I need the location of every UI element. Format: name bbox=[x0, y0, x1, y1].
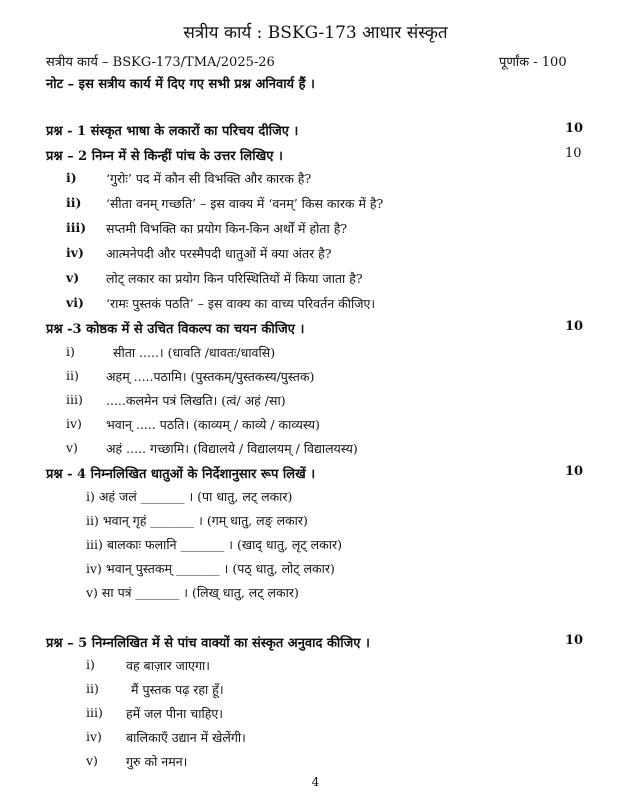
q5-item-number: ii) bbox=[86, 681, 99, 696]
question-5-label: प्रश्न – 5 निम्नलिखित में से पांच वाक्यों का संस्कृत अनुवाद कीजिए । bbox=[46, 636, 370, 651]
q3-item-text: .....कलमेन पत्रं लिखति। (त्वं/ अहं /सा) bbox=[106, 393, 286, 408]
q3-item-number: iv) bbox=[66, 416, 82, 431]
q2-item-number: v) bbox=[66, 270, 80, 285]
q2-item-text: लोट् लकार का प्रयोग किन परिस्थितियों में किया जाता है? bbox=[106, 271, 363, 286]
q2-item-text: सप्तमी विभक्ति का प्रयोग किन-किन अर्थों में होता है? bbox=[106, 221, 348, 236]
q4-item: v) सा पत्रं _______ । (लिख् धातु, लट् लकार) bbox=[86, 585, 299, 600]
note: नोट – इस सत्रीय कार्य में दिए गए सभी प्रश्न अनिवार्य हैं । bbox=[46, 77, 315, 92]
question-1-label: प्रश्न - 1 संस्कृत भाषा के लकारों का परिचय दीजिए । bbox=[46, 124, 299, 139]
q4-item: ii) भवान् गृहं _______ । (गम् धातु, लङ् लकार) bbox=[86, 513, 308, 528]
page-number: 4 bbox=[311, 775, 320, 789]
q5-item-number: i) bbox=[86, 657, 95, 672]
q3-item-text: भवान् ..... पठति। (काव्यम् / काव्ये / काव्यस्य) bbox=[106, 417, 320, 432]
q5-item-number: iv) bbox=[86, 729, 102, 744]
question-3-label: प्रश्न -3 कोष्ठक में से उचित विकल्प का चयन कीजिए । bbox=[46, 322, 305, 337]
q2-item-text: ‘सीता वनम् गच्छति’ – इस वाक्य में ‘वनम्’ किस कारक में है? bbox=[106, 196, 384, 211]
q5-item-text: मैं पुस्तक पढ़ रहा हूँ। bbox=[131, 682, 224, 697]
q4-item: iv) भवान् पुस्तकम् _______ । (पठ् धातु, लोट् लकार) bbox=[86, 561, 335, 576]
q2-item-number: i) bbox=[66, 170, 77, 185]
q3-item-text: अहं ..... गच्छामि। (विद्यालये / विद्यालयम् / विद्यालयस्य) bbox=[106, 441, 358, 456]
question-2-label: प्रश्न – 2 निम्न में से किन्हीं पांच के उत्तर लिखिए । bbox=[46, 149, 283, 164]
q3-item-text: अहम् .....पठामि। (पुस्तकम्/पुस्तकस्य/पुस्तक) bbox=[106, 369, 315, 384]
q4-item: iii) बालकाः फलानि _______ । (खाद् धातु, लृट् लकार) bbox=[86, 537, 342, 552]
q3-item-number: ii) bbox=[66, 368, 79, 383]
q5-item-text: हमें जल पीना चाहिए। bbox=[126, 706, 223, 721]
q5-item-text: बालिकाएँ उद्यान में खेलेंगी। bbox=[126, 730, 246, 745]
question-2-marks: 10 bbox=[565, 146, 582, 161]
q2-item-text: आत्मनेपदी और परस्मैपदी धातुओं में क्या अंतर है? bbox=[106, 246, 332, 261]
max-marks: पूर्णांक - 100 bbox=[499, 55, 567, 70]
assignment-code: सत्रीय कार्य – BSKG-173/TMA/2025-26 bbox=[46, 55, 275, 70]
q2-item-number: ii) bbox=[66, 195, 82, 210]
page-title: सत्रीय कार्य : BSKG-173 आधार संस्कृत bbox=[183, 23, 448, 43]
q5-item-number: iii) bbox=[86, 705, 103, 720]
q5-item-text: वह बाज़ार जाएगा। bbox=[126, 658, 210, 673]
q5-item-number: v) bbox=[86, 753, 98, 768]
q3-item-number: v) bbox=[66, 440, 78, 455]
q2-item-text: ‘रामः पुस्तकं पठति’ – इस वाक्य का वाच्य परिवर्तन कीजिए। bbox=[106, 296, 376, 311]
q3-item-number: iii) bbox=[66, 392, 83, 407]
question-4-label: प्रश्न - 4 निम्नलिखित धातुओं के निर्देशानुसार रूप लिखें । bbox=[46, 467, 316, 482]
q3-item-number: i) bbox=[66, 344, 75, 359]
q3-item-text: सीता .....। (धावति /धावतः/धावसि) bbox=[113, 345, 276, 360]
question-4-marks: 10 bbox=[565, 464, 584, 479]
q4-item: i) अहं जलं _______ । (पा धातु, लट् लकार) bbox=[86, 489, 293, 504]
q2-item-number: iv) bbox=[66, 245, 84, 260]
q2-item-number: vi) bbox=[66, 295, 84, 310]
question-5-marks: 10 bbox=[565, 633, 584, 648]
q5-item-text: गुरु को नमन। bbox=[126, 754, 188, 769]
question-1-marks: 10 bbox=[565, 121, 584, 136]
q2-item-text: ‘गुरोः’ पद में कौन सी विभक्ति और कारक है? bbox=[106, 171, 312, 186]
q2-item-number: iii) bbox=[66, 220, 87, 235]
question-3-marks: 10 bbox=[565, 319, 584, 334]
